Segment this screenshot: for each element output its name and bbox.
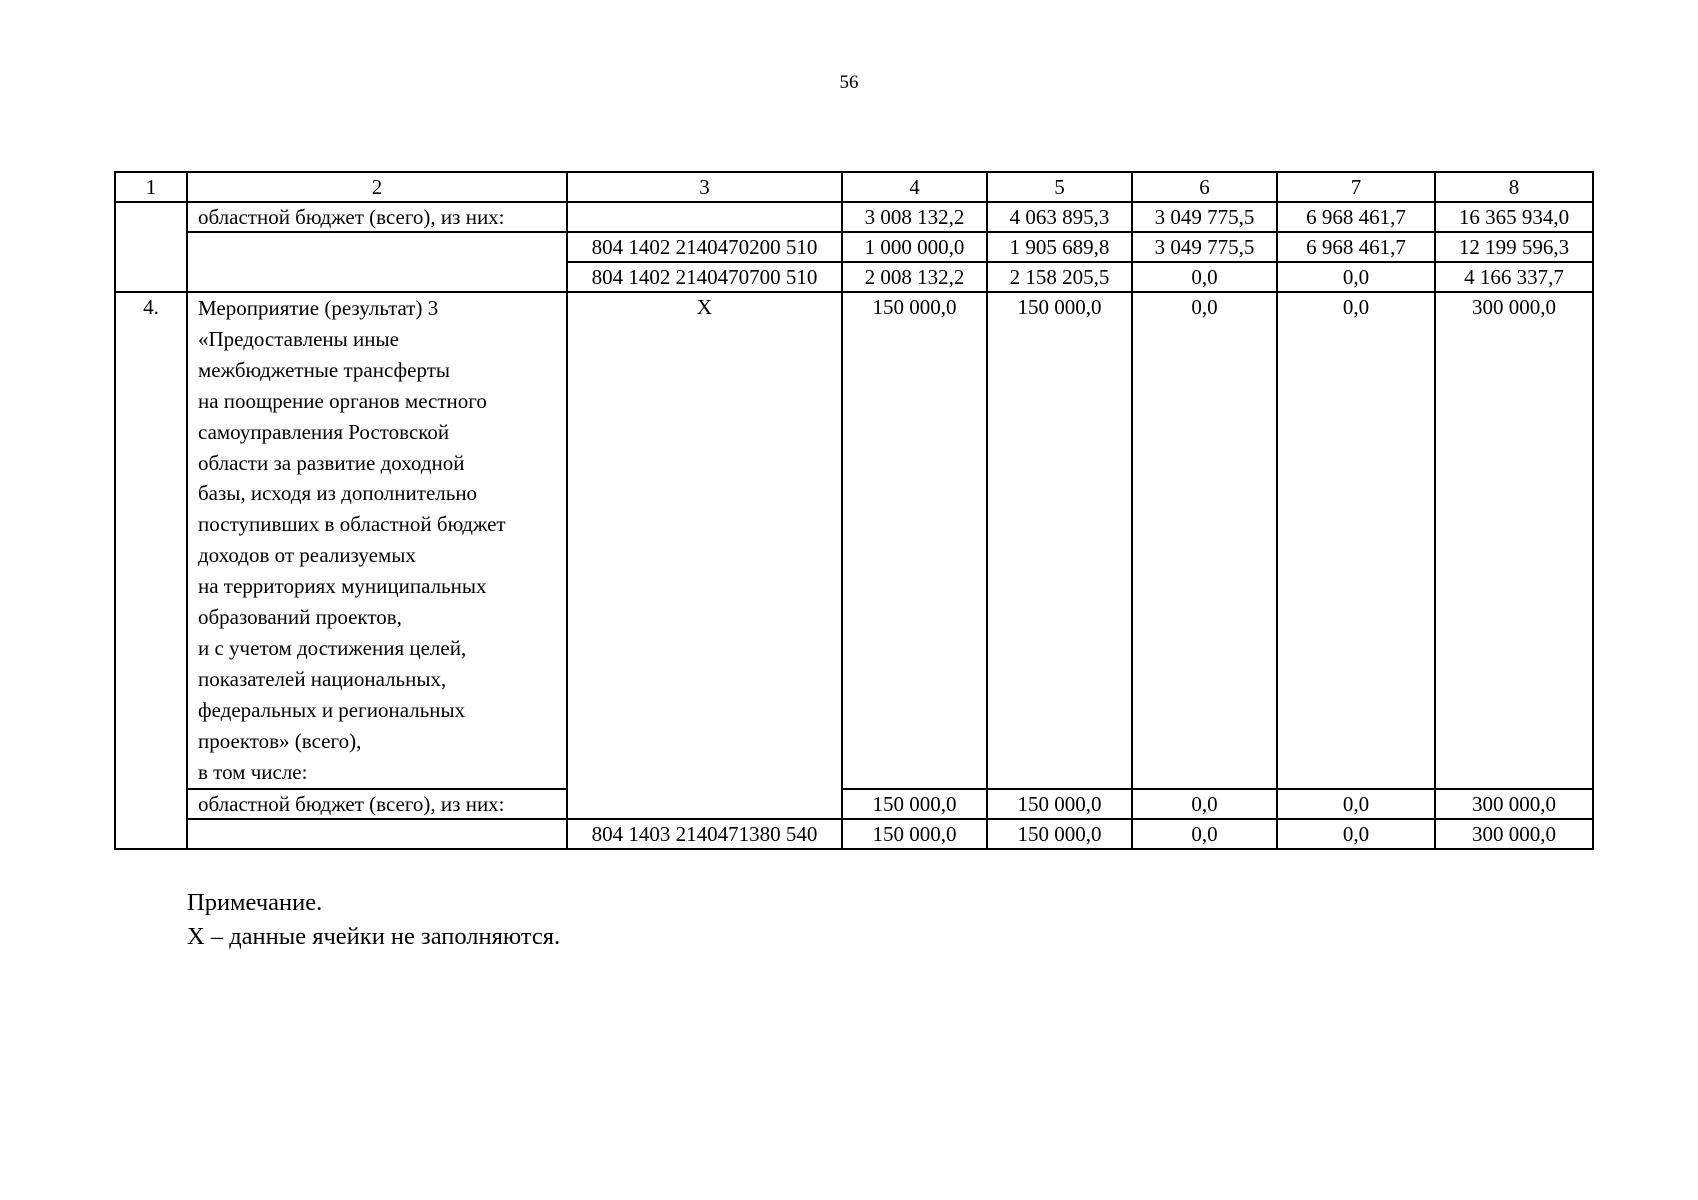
header-cell: 6 — [1132, 172, 1277, 202]
value-cell: 6 968 461,7 — [1277, 202, 1435, 232]
description-line: доходов от реализуемых — [198, 543, 416, 568]
description-line: поступивших в областной бюджет — [198, 512, 506, 537]
code-cell — [567, 202, 842, 232]
description-line: на поощрение органов местного — [198, 388, 487, 413]
description-line: «Предоставлены иные — [198, 326, 399, 351]
table-row — [115, 232, 1593, 262]
value-cell: 6 968 461,7 — [1277, 232, 1435, 262]
value-cell: 0,0 — [1132, 789, 1277, 819]
description-line: и с учетом достижения целей, — [198, 635, 467, 660]
value-cell: 0,0 — [1277, 789, 1435, 819]
note-title: Примечание. — [187, 889, 323, 916]
description-cell: областной бюджет (всего), из них: — [187, 202, 567, 232]
page-number: 56 — [839, 72, 859, 93]
description-cell — [187, 232, 567, 292]
value-cell: 1 905 689,8 — [987, 232, 1132, 262]
value-cell: 0,0 — [1277, 292, 1435, 789]
value-cell: 150 000,0 — [842, 789, 987, 819]
table-row — [115, 789, 1593, 819]
value-cell: 0,0 — [1132, 819, 1277, 849]
value-cell: 150 000,0 — [987, 292, 1132, 789]
description-line: Мероприятие (результат) 3 — [198, 296, 439, 320]
value-cell: 2 008 132,2 — [842, 262, 987, 292]
description-line: на территориях муниципальных — [198, 574, 487, 599]
value-cell: 0,0 — [1277, 819, 1435, 849]
budget-table — [114, 171, 1594, 850]
description-cell: областной бюджет (всего), из них: — [187, 789, 567, 819]
value-cell: 1 000 000,0 — [842, 232, 987, 262]
value-cell: 12 199 596,3 — [1435, 232, 1593, 262]
value-cell: 3 049 775,5 — [1132, 202, 1277, 232]
note-text: X – данные ячейки не заполняются. — [187, 923, 561, 950]
value-cell: 0,0 — [1132, 262, 1277, 292]
header-cell: 2 — [187, 172, 567, 202]
value-cell: 150 000,0 — [987, 819, 1132, 849]
value-cell: 4 166 337,7 — [1435, 262, 1593, 292]
value-cell: 4 063 895,3 — [987, 202, 1132, 232]
description-line: межбюджетные трансферты — [198, 357, 450, 382]
table-row — [115, 202, 1593, 232]
value-cell: 300 000,0 — [1435, 789, 1593, 819]
description-line: проектов» (всего), — [198, 728, 362, 753]
note-block — [187, 886, 560, 954]
header-cell: 7 — [1277, 172, 1435, 202]
value-cell: 150 000,0 — [842, 819, 987, 849]
value-cell: 300 000,0 — [1435, 819, 1593, 849]
value-cell: 300 000,0 — [1435, 292, 1593, 789]
activity-description-cell — [187, 292, 567, 789]
description-line: в том числе: — [198, 759, 308, 784]
header-cell: 3 — [567, 172, 842, 202]
code-cell: X — [567, 292, 842, 819]
header-cell: 5 — [987, 172, 1132, 202]
description-line: базы, исходя из дополнительно — [198, 481, 478, 506]
code-cell: 804 1403 2140471380 540 — [567, 819, 842, 849]
description-line: показателей национальных, — [198, 666, 447, 691]
description-line: образований проектов, — [198, 605, 402, 630]
header-cell: 8 — [1435, 172, 1593, 202]
value-cell: 2 158 205,5 — [987, 262, 1132, 292]
code-cell: 804 1402 2140470700 510 — [567, 262, 842, 292]
description-line: федеральных и региональных — [198, 697, 466, 722]
value-cell: 3 008 132,2 — [842, 202, 987, 232]
value-cell: 3 049 775,5 — [1132, 232, 1277, 262]
description-line: самоуправления Ростовской — [198, 419, 450, 444]
row-number-cell — [115, 202, 187, 292]
value-cell: 0,0 — [1132, 292, 1277, 789]
header-cell: 4 — [842, 172, 987, 202]
table-row — [115, 292, 1593, 789]
header-cell: 1 — [115, 172, 187, 202]
description-cell — [187, 819, 567, 849]
description-line: области за развитие доходной — [198, 450, 465, 475]
value-cell: 0,0 — [1277, 262, 1435, 292]
header-row — [115, 172, 1593, 202]
table-row — [115, 819, 1593, 849]
row-number-cell: 4. — [115, 292, 187, 849]
code-cell: 804 1402 2140470200 510 — [567, 232, 842, 262]
value-cell: 150 000,0 — [987, 789, 1132, 819]
value-cell: 150 000,0 — [842, 292, 987, 789]
value-cell: 16 365 934,0 — [1435, 202, 1593, 232]
